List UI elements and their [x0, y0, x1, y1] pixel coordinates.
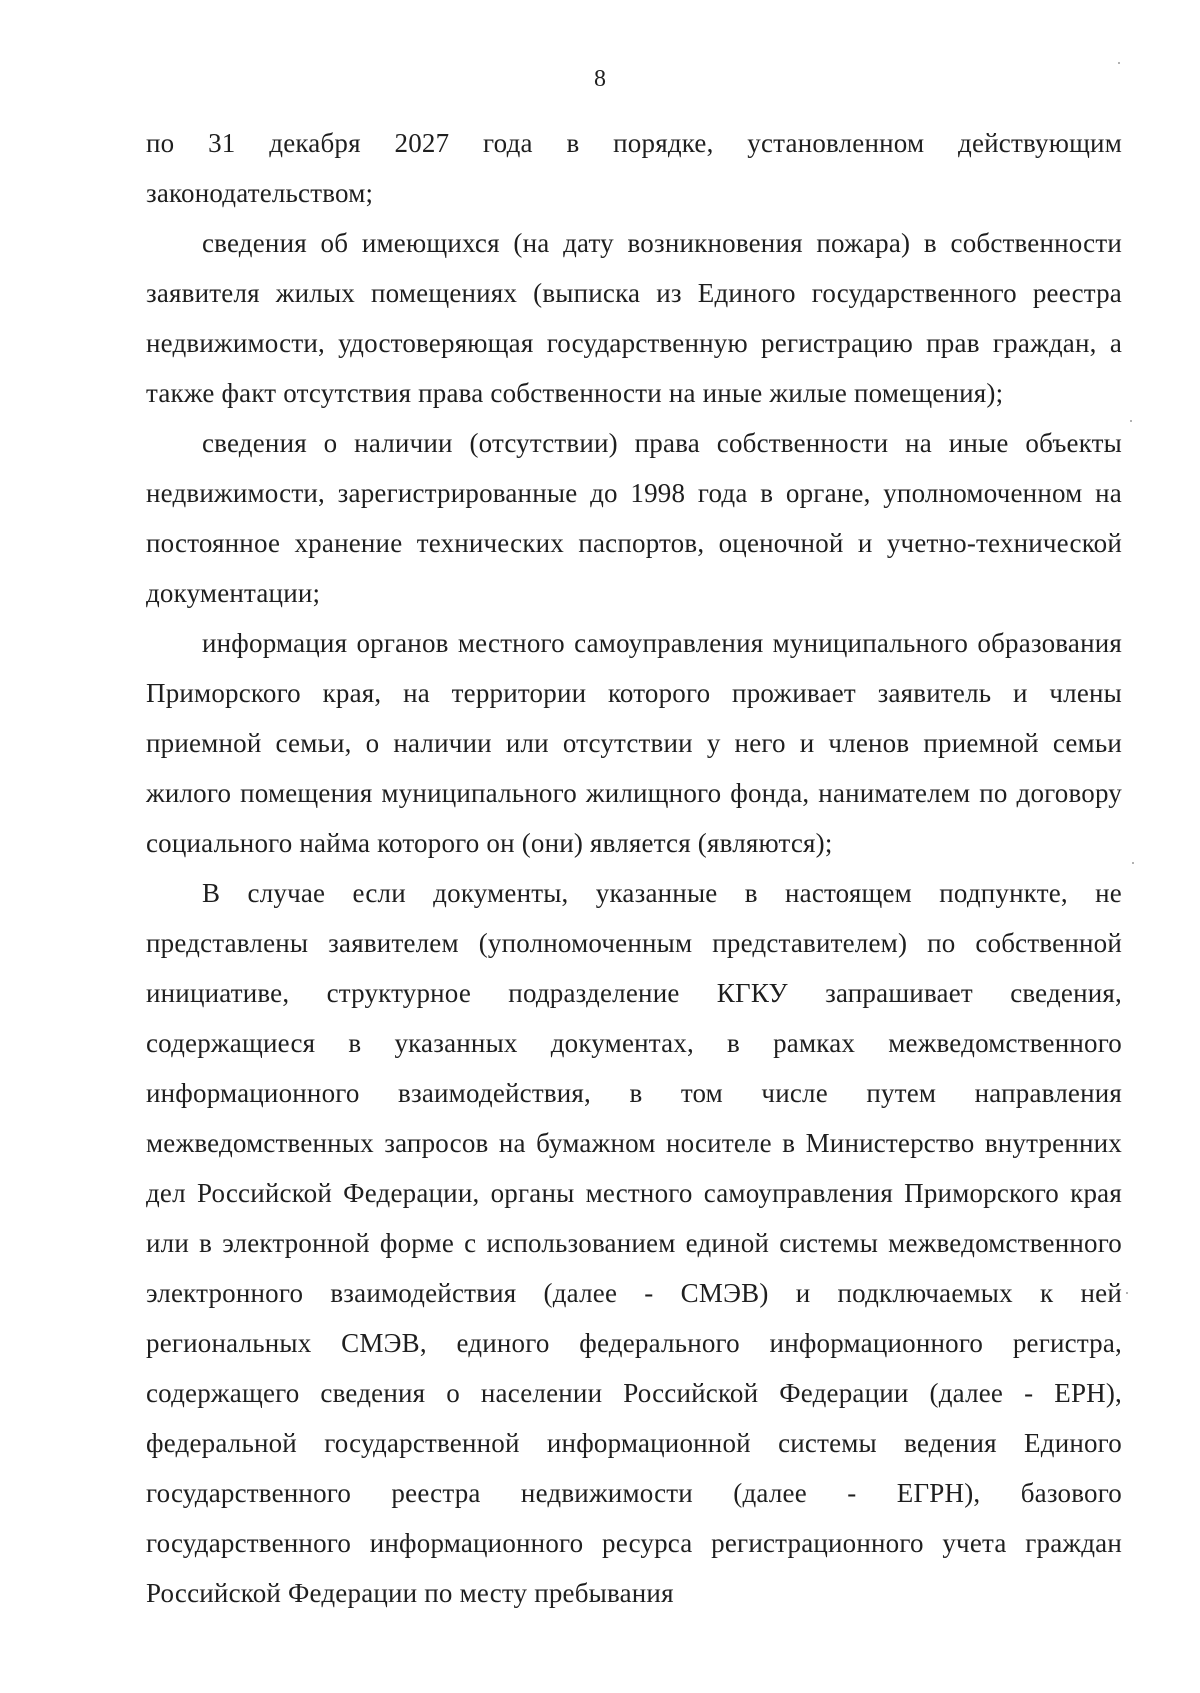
paragraph-other-property: сведения о наличии (отсутствии) права собственности на иные объекты недвижимости, зарегистрированные до 1998 года в органе, уполномоченном на постоянное хранение технических паспортов, оценочной и учетно-технической документации;	[146, 428, 1122, 608]
paragraph-property-info: сведения об имеющихся (на дату возникновения пожара) в собственности заявителя жилых помещениях (выписка из Единого государственного реестра недвижимости, удостоверяющая государственную регистрацию прав граждан, а также факт отсутствия права собственности на иные жилые помещения);	[146, 228, 1122, 408]
paragraph-municipal-info: информация органов местного самоуправления муниципального образования Приморского края, на территории которого проживает заявитель и члены приемной семьи, о наличии или отсутствии у него и членов приемной семьи жилого помещения муниципального жилищного фонда, нанимателем по договору социального найма которого он (они) является (являются);	[146, 628, 1122, 858]
body-text	[146, 118, 1122, 1618]
page-number: 8	[594, 66, 606, 92]
scan-speck	[1118, 62, 1120, 64]
paragraph-interagency-requests: В случае если документы, указанные в настоящем подпункте, не представлены заявителем (уполномоченным представителем) по собственной инициативе, структурное подразделение КГКУ запрашивает сведения, содержащиеся в указанных документах, в рамках межведомственного информационного взаимодействия, в том числе путем направления межведомственных запросов на бумажном носителе в Министерство внутренних дел Российской Федерации, органы местного самоуправления Приморского края или в электронной форме с использованием единой системы межведомственного электронного взаимодействия (далее - СМЭВ) и подключаемых к ней региональных СМЭВ, единого федерального информационного регистра, содержащего сведения о населении Российской Федерации (далее - ЕРН), федеральной государственной информационной системы ведения Единого государственного реестра недвижимости (далее - ЕГРН), базового государственного информационного ресурса регистрационного учета граждан Российской Федерации по месту пребывания	[146, 878, 1122, 1608]
scan-speck	[1130, 420, 1132, 422]
paragraph-continuation: по 31 декабря 2027 года в порядке, установленном действующим законодательством;	[146, 128, 1122, 208]
scan-speck	[1132, 862, 1134, 864]
scan-speck	[1126, 1292, 1128, 1294]
